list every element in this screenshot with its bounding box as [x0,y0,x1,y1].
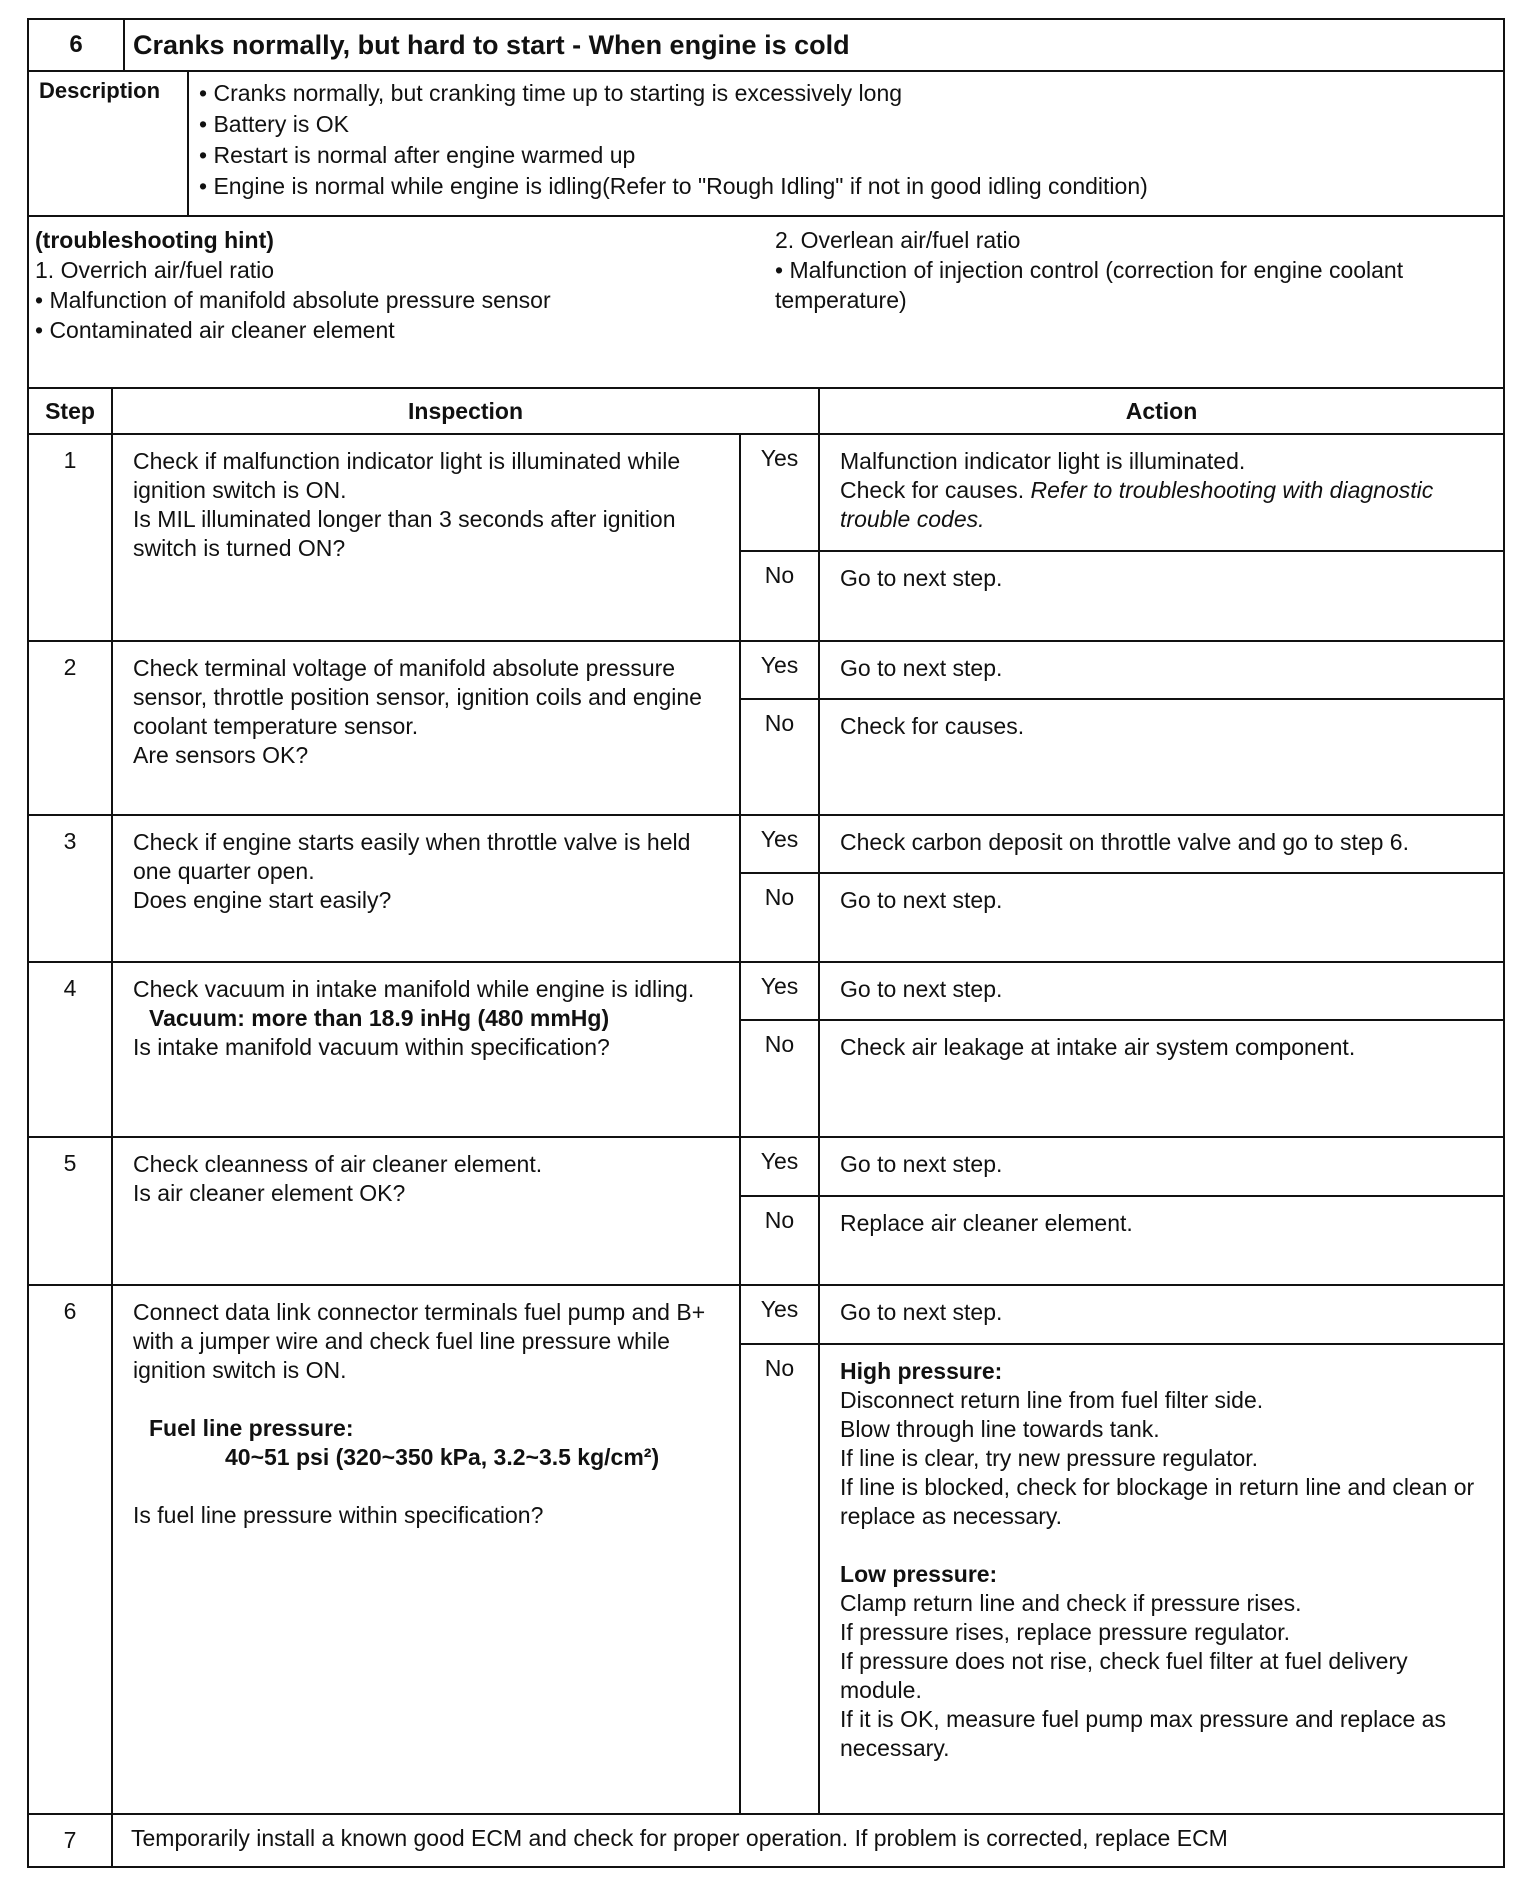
step-number: 2 [29,641,112,815]
spec-value: Vacuum: more than 18.9 inHg (480 mmHg) [149,1005,610,1031]
hint-line: 2. Overlean air/fuel ratio [775,227,1021,253]
description-item: • Restart is normal after engine warmed up [199,140,1503,171]
step-inspection: Check if engine starts easily when throttle valve is held one quarter open. Does engine start easily? [112,815,740,962]
yes-action: Go to next step. [819,1285,1503,1344]
column-header-inspection: Inspection [112,389,819,434]
section-number: 6 [29,20,125,70]
step-inspection: Check if malfunction indicator light is illuminated while ignition switch is ON. Is MIL illuminated longer than 3 seconds after ignition switch is turned ON? [112,434,740,641]
step-inspection: Check terminal voltage of manifold absolute pressure sensor, throttle position sensor, ignition coils and engine coolant temperature sensor. Are sensors OK? [112,641,740,815]
no-label: No [740,873,819,962]
no-action: Check air leakage at intake air system component. [819,1020,1503,1137]
no-label: No [740,1196,819,1285]
yes-label: Yes [740,815,819,873]
hint-left-column [29,217,775,387]
yes-label: Yes [740,434,819,551]
steps-table [29,389,1503,1866]
table-row [29,962,1503,1020]
column-header-step: Step [29,389,112,434]
no-label: No [740,1020,819,1137]
yes-action: Go to next step. [819,962,1503,1020]
description-item: • Cranks normally, but cranking time up to starting is excessively long [199,78,1503,109]
step-inspection: Check cleanness of air cleaner element. Is air cleaner element OK? [112,1137,740,1285]
no-action: Check for causes. [819,699,1503,815]
no-label: No [740,551,819,641]
high-pressure-title: High pressure: [840,1358,1003,1384]
step-number: 6 [29,1285,112,1814]
troubleshooting-sheet [27,18,1505,1868]
description-item: • Engine is normal while engine is idling(Refer to "Rough Idling" if not in good idling condition) [199,171,1503,202]
step-number: 3 [29,815,112,962]
spec-value: 40~51 psi (320~350 kPa, 3.2~3.5 kg/cm²) [225,1444,660,1470]
step-number: 1 [29,434,112,641]
table-row [29,1137,1503,1196]
hint-line: • Malfunction of manifold absolute pressure sensor [35,287,551,313]
table-row [29,641,1503,699]
spec-title: Fuel line pressure: [149,1415,354,1441]
step-inspection: Check vacuum in intake manifold while engine is idling. Vacuum: more than 18.9 inHg (480 mmHg) Is intake manifold vacuum within specification? [112,962,740,1137]
step-number: 4 [29,962,112,1137]
table-row [29,434,1503,551]
description-block [29,72,1503,217]
step-number: 5 [29,1137,112,1285]
step-number: 7 [29,1814,112,1866]
yes-label: Yes [740,641,819,699]
section-header [29,20,1503,72]
no-action: Go to next step. [819,873,1503,962]
low-pressure-title: Low pressure: [840,1561,998,1587]
no-label: No [740,1344,819,1814]
yes-label: Yes [740,1137,819,1196]
yes-label: Yes [740,962,819,1020]
table-row [29,815,1503,873]
hint-right-column [775,217,1503,387]
yes-action: Malfunction indicator light is illuminated. Check for causes. Refer to troubleshooting with diagnostic trouble codes. [819,434,1503,551]
hint-line: • Malfunction of injection control (correction for engine coolant temperature) [775,257,1404,313]
no-action: High pressure: Disconnect return line from fuel filter side. Blow through line towards tank. If line is clear, try new pressure regulator. If line is blocked, check for blockage in return line and clean or replace as necessary. Low pressure: Clamp return line and check if pressure rises. If pressure rises, replace pressure regulator. If pressure does not rise, check fuel filter at fuel delivery module. If it is OK, measure fuel pump max pressure and replace as necessary. [819,1344,1503,1814]
table-row [29,1285,1503,1344]
hint-title: (troubleshooting hint) [35,227,274,253]
column-header-action: Action [819,389,1503,434]
no-action: Replace air cleaner element. [819,1196,1503,1285]
hint-line: 1. Overrich air/fuel ratio [35,257,275,283]
step-inspection: Connect data link connector terminals fuel pump and B+ with a jumper wire and check fuel line pressure while ignition switch is ON. Fuel line pressure: 40~51 psi (320~350 kPa, 3.2~3.5 kg/cm²) Is fuel line pressure within specification? [112,1285,740,1814]
table-row [29,1814,1503,1866]
yes-action: Go to next step. [819,641,1503,699]
description-label: Description [29,72,189,215]
yes-action: Check carbon deposit on throttle valve and go to step 6. [819,815,1503,873]
yes-action: Go to next step. [819,1137,1503,1196]
description-item: • Battery is OK [199,109,1503,140]
description-list [189,72,1503,215]
no-action: Go to next step. [819,551,1503,641]
step-inspection: Temporarily install a known good ECM and check for proper operation. If problem is corrected, replace ECM [112,1814,1503,1866]
section-title: Cranks normally, but hard to start - When engine is cold [133,29,850,60]
hint-line: • Contaminated air cleaner element [35,317,395,343]
troubleshooting-hint [29,217,1503,389]
no-label: No [740,699,819,815]
table-header-row [29,389,1503,434]
yes-label: Yes [740,1285,819,1344]
